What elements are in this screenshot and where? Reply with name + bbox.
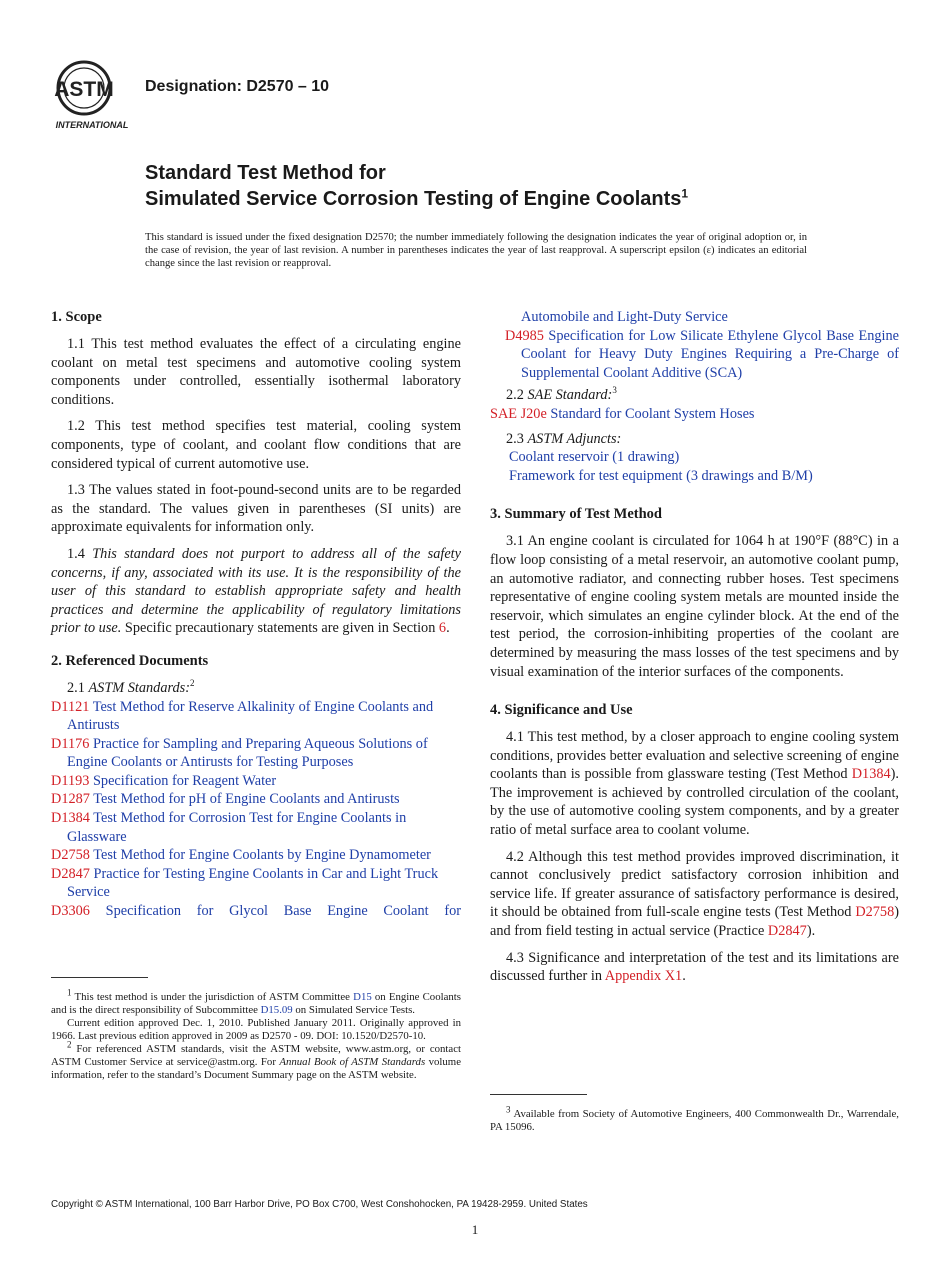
reference-code[interactable]: D1193 — [51, 772, 90, 789]
reference-item[interactable] — [51, 846, 461, 865]
astm-standards-mark: 2 — [190, 678, 195, 689]
reference-title-continued[interactable]: Automobile and Light-Duty Service — [521, 309, 728, 325]
footnote-2-mark: 2 — [67, 1039, 72, 1050]
astm-standards-title: ASTM Standards: — [88, 679, 190, 696]
reference-item[interactable] — [51, 865, 461, 902]
significance-4-2-text: 4.2 Although this test method provides improved discrimination, it cannot conclusively predict satisfactory corrosion inhibition and service life. If greater assurance of satisfactory performance is desired, it should be obtained from full-scale engine tests (Test Method — [490, 848, 899, 921]
scope-1-4-safety-text: This standard does not purport to address all of the safety concerns, if any, associated with its use. It is the responsibility of the user of this standard to establish appropriate safety and health practices and determine the applicability of regulatory limitations prior to use. — [51, 545, 461, 637]
sae-number: 2.2 — [506, 387, 524, 404]
reference-title[interactable]: Practice for Testing Engine Coolants in Car and Light Truck Service — [67, 865, 439, 901]
significance-heading: 4. Significance and Use — [490, 702, 633, 719]
footnote-3-mark: 3 — [506, 1104, 511, 1115]
sae-mark: 3 — [612, 385, 617, 396]
adjunct-item[interactable]: Framework for test equipment (3 drawings and B/M) — [509, 467, 813, 484]
page-number: 1 — [471, 1222, 479, 1237]
scope-1-1: 1.1 This test method evaluates the effect of a circulating engine coolant on metal test specimens and automotive cooling system components under controlled, essentially isothermal laboratory conditions. — [51, 336, 461, 408]
sae-title: SAE Standard: — [527, 387, 613, 404]
adjuncts-label — [490, 430, 899, 449]
reference-item[interactable] — [51, 790, 461, 809]
footnote-rule — [51, 977, 148, 978]
footnote-1-text-mid: on Engine Coolants and is the direct responsibility of Subcommittee — [51, 991, 461, 1016]
reference-item[interactable] — [51, 809, 461, 846]
copyright-notice: Copyright © ASTM International, 100 Barr Harbor Drive, PO Box C700, West Conshohocken, PA 19428-2959. United States — [51, 1199, 588, 1210]
reference-item[interactable] — [51, 735, 461, 772]
scope-1-4-end: . — [446, 620, 450, 637]
footnote-1-edition: Current edition approved Dec. 1, 2010. Published January 2011. Originally approved in 1966. Last previous edition approved in 2009 as D2570 - 09. DOI: 10.1520/D2570-10. — [51, 1017, 461, 1042]
footnote-rule — [490, 1094, 587, 1095]
significance-4-2-text-end: ). — [806, 923, 816, 940]
astm-logo — [50, 58, 134, 132]
section-6-link[interactable]: 6 — [438, 620, 447, 637]
d15-09-link[interactable]: D15.09 — [260, 1004, 293, 1016]
designation: Designation: D2570 – 10 — [145, 78, 330, 95]
d2847-link[interactable]: D2847 — [767, 923, 807, 940]
referenced-heading: 2. Referenced Documents — [51, 652, 209, 669]
title-footnote-mark: 1 — [681, 186, 689, 201]
reference-title[interactable]: Test Method for Reserve Alkalinity of Engine Coolants and Antirusts — [67, 698, 434, 734]
reference-item[interactable] — [51, 772, 461, 791]
footnote-1-text-end: on Simulated Service Tests. — [295, 1004, 415, 1016]
logo-text: ASTM — [54, 78, 114, 101]
scope-1-3: 1.3 The values stated in foot-pound-second units are to be regarded as the standard. The values given in parentheses (SI units) are approximate equivalents for information only. — [51, 482, 461, 536]
scope-1-4-number: 1.4 — [67, 545, 85, 562]
left-column — [51, 308, 461, 921]
issued-note: This standard is issued under the fixed designation D2570; the number immediately following the designation indicates the year of original adoption or, in the case of revision, the year of last revision. A number in parentheses indicates the year of last reapproval. A superscript epsilon (ε) indicates an editorial change since the last revision or reapproval. — [145, 232, 807, 269]
d2758-link[interactable]: D2758 — [855, 904, 895, 921]
sae-text[interactable]: Standard for Coolant System Hoses — [550, 405, 755, 422]
significance-4-1 — [490, 728, 899, 840]
scope-heading: 1. Scope — [51, 309, 102, 325]
document-title — [145, 160, 905, 212]
astm-reference-list-continued — [490, 308, 899, 382]
reference-title[interactable]: Specification for Glycol Base Engine Coolant for — [105, 903, 462, 920]
reference-code[interactable]: D3306 — [51, 903, 90, 920]
astm-standards-number: 2.1 — [67, 679, 85, 696]
reference-code[interactable]: D4985 — [505, 327, 544, 344]
sae-reference[interactable] — [490, 405, 899, 424]
significance-4-1-text-end: ). The improvement is achieved by controlled circulation of the coolant, by the use of automotive cooling system components, and by a greater ratio of metal surface area to coolant volume. — [490, 766, 899, 839]
significance-4-2-text-mid: ) and from field testing in actual service (Practice — [490, 904, 899, 940]
scope-1-4 — [51, 545, 461, 638]
footnote-2-text-end: volume information, refer to the standard’s Document Summary page on the ASTM website. — [51, 1056, 461, 1081]
scope-1-2: 1.2 This test method specifies test material, cooling system components, type of coolant, and coolant flow conditions that are considered typical of current automotive use. — [51, 418, 461, 472]
footnote-3 — [490, 1104, 899, 1134]
reference-title[interactable]: Test Method for Engine Coolants by Engine Dynamometer — [93, 847, 431, 864]
reference-title[interactable]: Test Method for Corrosion Test for Engine Coolants in Glassware — [67, 810, 407, 845]
astm-standards-label — [51, 679, 461, 698]
title-line-1: Standard Test Method for — [145, 162, 386, 184]
reference-code[interactable]: D1121 — [51, 698, 90, 715]
reference-item[interactable] — [490, 327, 899, 383]
reference-code[interactable]: D2847 — [51, 865, 90, 882]
sae-code[interactable]: SAE J20e — [490, 405, 547, 422]
adjuncts-number: 2.3 — [506, 430, 524, 447]
astm-reference-list — [51, 698, 461, 921]
right-footnotes — [490, 1094, 899, 1134]
summary-3-1: 3.1 An engine coolant is circulated for 1064 h at 190°F (88°C) in a flow loop consisting of a metal reservoir, an automotive coolant pump, an automotive radiator, and connecting rubber hoses. Test specimens representative of engine cooling system metals are mounted inside the reservoir, which simulates an engine cylinder block. At the end of the test period, the corrosion-inhibiting properties of the coolant are determined by measuring the mass losses of the test specimens and by visual examination of the interior surfaces of the components. — [490, 533, 899, 680]
reference-item[interactable] — [51, 902, 461, 921]
footnote-3-text: Available from Society of Automotive Engineers, 400 Commonwealth Dr., Warrendale, PA 15096. — [490, 1108, 899, 1133]
appendix-x1-link[interactable]: Appendix X1 — [604, 968, 683, 985]
adjunct-item[interactable]: Coolant reservoir (1 drawing) — [509, 449, 680, 466]
d15-link[interactable]: D15 — [353, 991, 372, 1003]
footnote-1 — [51, 987, 461, 1017]
left-footnotes — [51, 977, 461, 1082]
reference-code[interactable]: D1384 — [51, 810, 90, 827]
reference-code[interactable]: D1176 — [51, 735, 90, 752]
title-line-2: Simulated Service Corrosion Testing of Engine Coolants — [145, 188, 682, 210]
reference-code[interactable]: D1287 — [51, 791, 90, 808]
reference-title[interactable]: Practice for Sampling and Preparing Aqueous Solutions of Engine Coolants or Antirusts for Testing Purposes — [67, 735, 428, 771]
significance-4-3-text-end: . — [682, 968, 686, 985]
right-column — [490, 308, 899, 994]
reference-title[interactable]: Test Method for pH of Engine Coolants and Antirusts — [93, 791, 400, 808]
reference-item-continued[interactable] — [490, 308, 899, 327]
logo-subtext: INTERNATIONAL — [55, 120, 129, 130]
d1384-link[interactable]: D1384 — [851, 766, 891, 783]
significance-4-3-text: 4.3 Significance and interpretation of the test and its limitations are discussed further in — [490, 949, 899, 985]
sae-standard-label — [490, 386, 899, 405]
reference-item[interactable] — [51, 698, 461, 735]
adjuncts-title: ASTM Adjuncts: — [527, 430, 622, 447]
footnote-1-mark: 1 — [67, 987, 72, 998]
footnote-2 — [51, 1039, 461, 1082]
scope-1-4-tail: Specific precautionary statements are given in Section — [124, 620, 436, 637]
significance-4-1-text: 4.1 This test method, by a closer approach to engine cooling system conditions, provides better evaluation and selective screening of engine coolants than is possible from glassware testing (Test Method — [490, 729, 899, 783]
footnote-2-text: For referenced ASTM standards, visit the ASTM website, www.astm.org, or contact ASTM Customer Service at service@astm.org. For — [51, 1043, 461, 1068]
footnote-1-text: This test method is under the jurisdiction of ASTM Committee — [74, 991, 350, 1003]
footnote-2-italic: Annual Book of ASTM Standards — [279, 1056, 426, 1068]
reference-title[interactable]: Specification for Reagent Water — [92, 772, 277, 789]
significance-4-2 — [490, 848, 899, 941]
significance-4-3 — [490, 949, 899, 986]
reference-code[interactable]: D2758 — [51, 847, 90, 864]
summary-heading: 3. Summary of Test Method — [490, 506, 662, 523]
reference-title[interactable]: Specification for Low Silicate Ethylene Glycol Base Engine Coolant for Heavy Duty Engines Requiring a Pre-Charge of Supplemental Coolant Additive (SCA) — [521, 327, 899, 381]
